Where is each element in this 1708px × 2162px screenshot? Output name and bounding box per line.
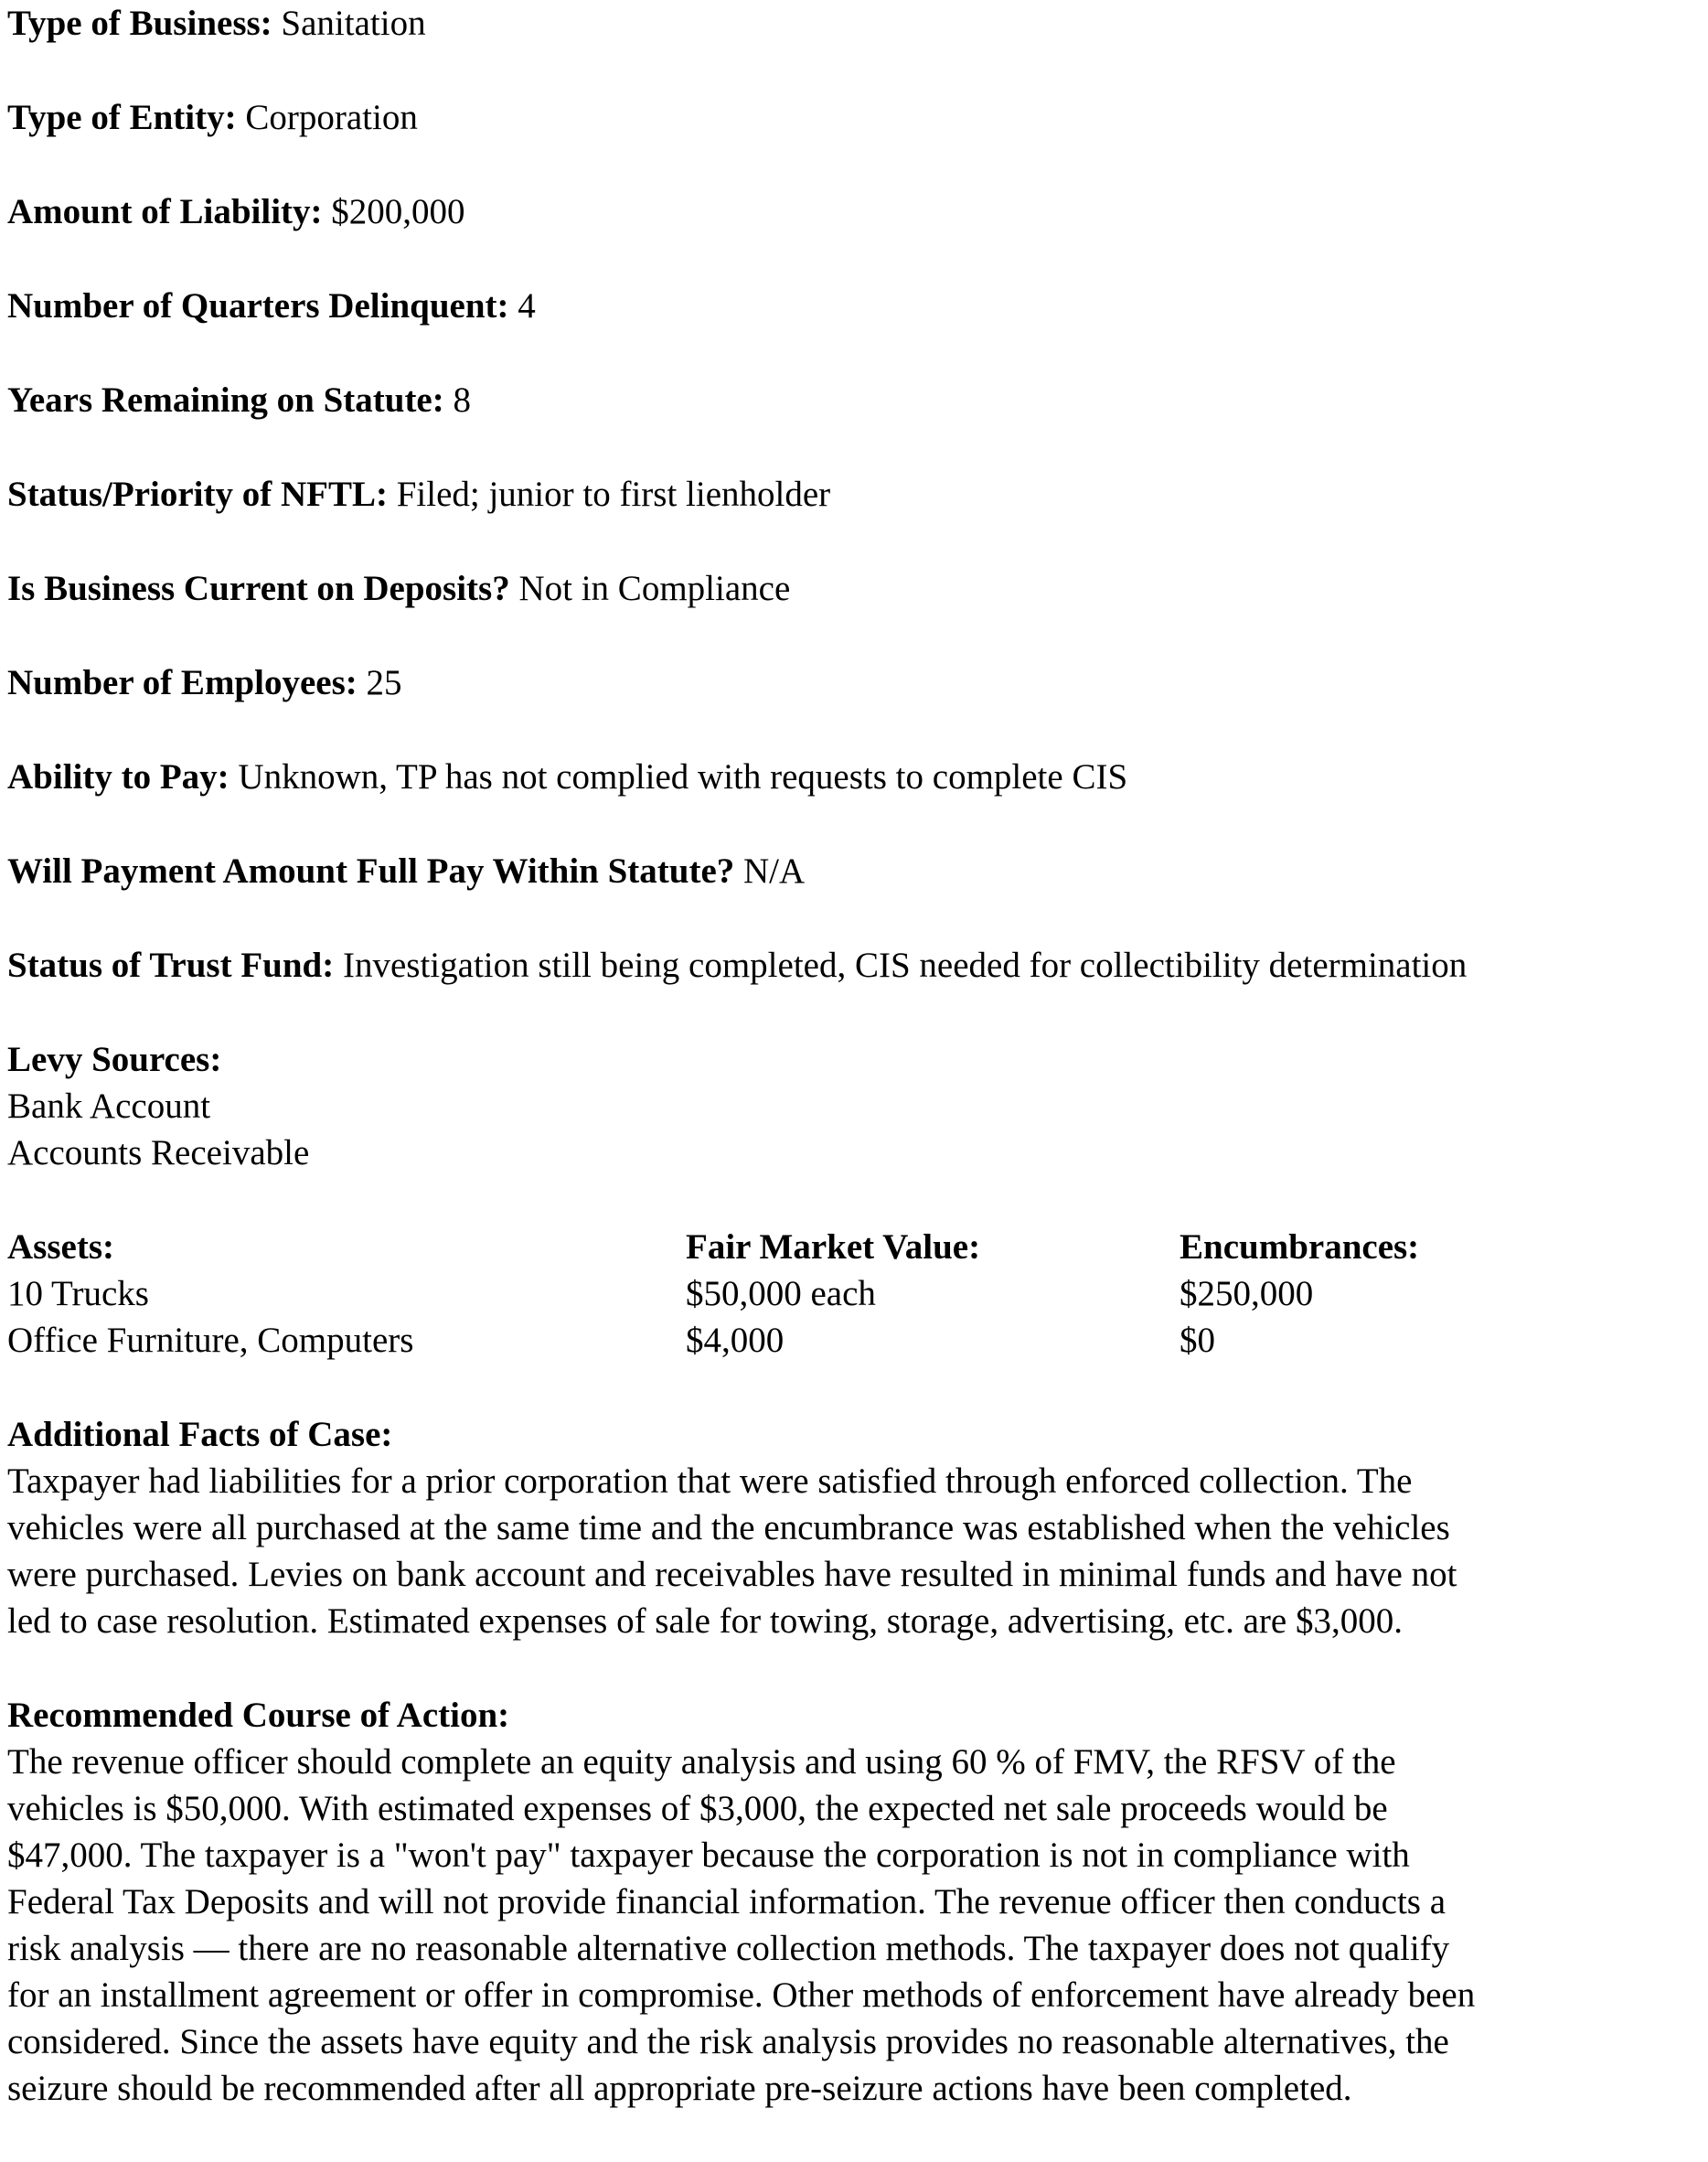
field-value: Filed; junior to first lienholder xyxy=(396,475,831,514)
paragraph-line: Taxpayer had liabilities for a prior corporation that were satisfied through enforced collection. The xyxy=(7,1461,1413,1501)
encumbrance-cell: $0 xyxy=(1180,1321,1215,1360)
paragraph-line: The revenue officer should complete an equity analysis and using 60 % of FMV, the RFSV of the xyxy=(7,1742,1396,1782)
recommended-action-heading: Recommended Course of Action: xyxy=(7,1696,510,1735)
paragraph-line: for an installment agreement or offer in compromise. Other methods of enforcement have already been xyxy=(7,1975,1476,2015)
field-value: Unknown, TP has not complied with requests to complete CIS xyxy=(238,757,1128,797)
field-current-on-deposits xyxy=(7,565,1699,612)
assets-table xyxy=(7,1224,1699,1364)
field-value: Sanitation xyxy=(281,4,426,43)
fmv-cell: $50,000 each xyxy=(686,1274,876,1313)
paragraph-line: risk analysis — there are no reasonable alternative collection methods. The taxpayer does not qualify xyxy=(7,1929,1450,1968)
field-quarters-delinquent xyxy=(7,283,1699,329)
field-label: Amount of Liability: xyxy=(7,192,323,231)
fmv-header: Fair Market Value: xyxy=(686,1227,981,1267)
field-label: Number of Employees: xyxy=(7,663,358,702)
field-value: $200,000 xyxy=(331,192,465,231)
encumbrances-header: Encumbrances: xyxy=(1180,1227,1420,1267)
encumbrances-column xyxy=(1180,1224,1419,1364)
levy-sources-section xyxy=(7,1036,1699,1176)
asset-cell: Office Furniture, Computers xyxy=(7,1321,414,1360)
paragraph-line: seizure should be recommended after all appropriate pre-seizure actions have been completed. xyxy=(7,2069,1352,2108)
paragraph-line: vehicles is $50,000. With estimated expenses of $3,000, the expected net sale proceeds would be xyxy=(7,1789,1388,1828)
asset-cell: 10 Trucks xyxy=(7,1274,149,1313)
field-trust-fund-status xyxy=(7,942,1699,989)
field-number-of-employees xyxy=(7,659,1699,706)
encumbrance-cell: $250,000 xyxy=(1180,1274,1314,1313)
paragraph-line: Federal Tax Deposits and will not provide financial information. The revenue officer then conducts a xyxy=(7,1882,1446,1921)
additional-facts-section xyxy=(7,1411,1699,1644)
recommended-action-section xyxy=(7,1692,1699,2112)
field-value: Not in Compliance xyxy=(518,569,791,608)
levy-source-item: Accounts Receivable xyxy=(7,1133,310,1172)
levy-source-item: Bank Account xyxy=(7,1086,211,1126)
field-full-pay-within-statute xyxy=(7,848,1699,894)
field-label: Number of Quarters Delinquent: xyxy=(7,286,509,326)
paragraph-line: led to case resolution. Estimated expenses of sale for towing, storage, advertising, etc. are $3,000. xyxy=(7,1601,1403,1641)
field-label: Type of Entity: xyxy=(7,98,237,137)
field-value: 25 xyxy=(366,663,402,702)
fmv-column xyxy=(686,1224,980,1364)
field-value: N/A xyxy=(743,851,806,891)
additional-facts-heading: Additional Facts of Case: xyxy=(7,1415,393,1454)
field-label: Will Payment Amount Full Pay Within Statute? xyxy=(7,851,735,891)
assets-header: Assets: xyxy=(7,1227,114,1267)
field-amount-of-liability xyxy=(7,188,1699,235)
field-ability-to-pay xyxy=(7,754,1699,800)
field-value: 8 xyxy=(453,380,471,420)
paragraph-line: were purchased. Levies on bank account and receivables have resulted in minimal funds and have not xyxy=(7,1555,1457,1594)
field-value: Investigation still being completed, CIS needed for collectibility determination xyxy=(342,946,1468,985)
field-value: 4 xyxy=(518,286,536,326)
field-label: Status of Trust Fund: xyxy=(7,946,335,985)
field-value: Corporation xyxy=(245,98,418,137)
field-label: Type of Business: xyxy=(7,4,272,43)
assets-column xyxy=(7,1224,413,1364)
field-label: Ability to Pay: xyxy=(7,757,230,797)
paragraph-line: considered. Since the assets have equity and the risk analysis provides no reasonable alternatives, the xyxy=(7,2022,1449,2061)
field-nftl-status xyxy=(7,471,1699,518)
paragraph-line: $47,000. The taxpayer is a "won't pay" taxpayer because the corporation is not in compliance with xyxy=(7,1836,1410,1875)
field-type-of-entity xyxy=(7,94,1699,141)
field-label: Is Business Current on Deposits? xyxy=(7,569,510,608)
field-label: Years Remaining on Statute: xyxy=(7,380,444,420)
fmv-cell: $4,000 xyxy=(686,1321,785,1360)
field-label: Status/Priority of NFTL: xyxy=(7,475,388,514)
case-document xyxy=(7,0,1699,2159)
paragraph-line: vehicles were all purchased at the same time and the encumbrance was established when the vehicles xyxy=(7,1508,1450,1547)
field-type-of-business xyxy=(7,0,1699,47)
levy-sources-heading: Levy Sources: xyxy=(7,1040,222,1079)
field-years-remaining xyxy=(7,377,1699,423)
